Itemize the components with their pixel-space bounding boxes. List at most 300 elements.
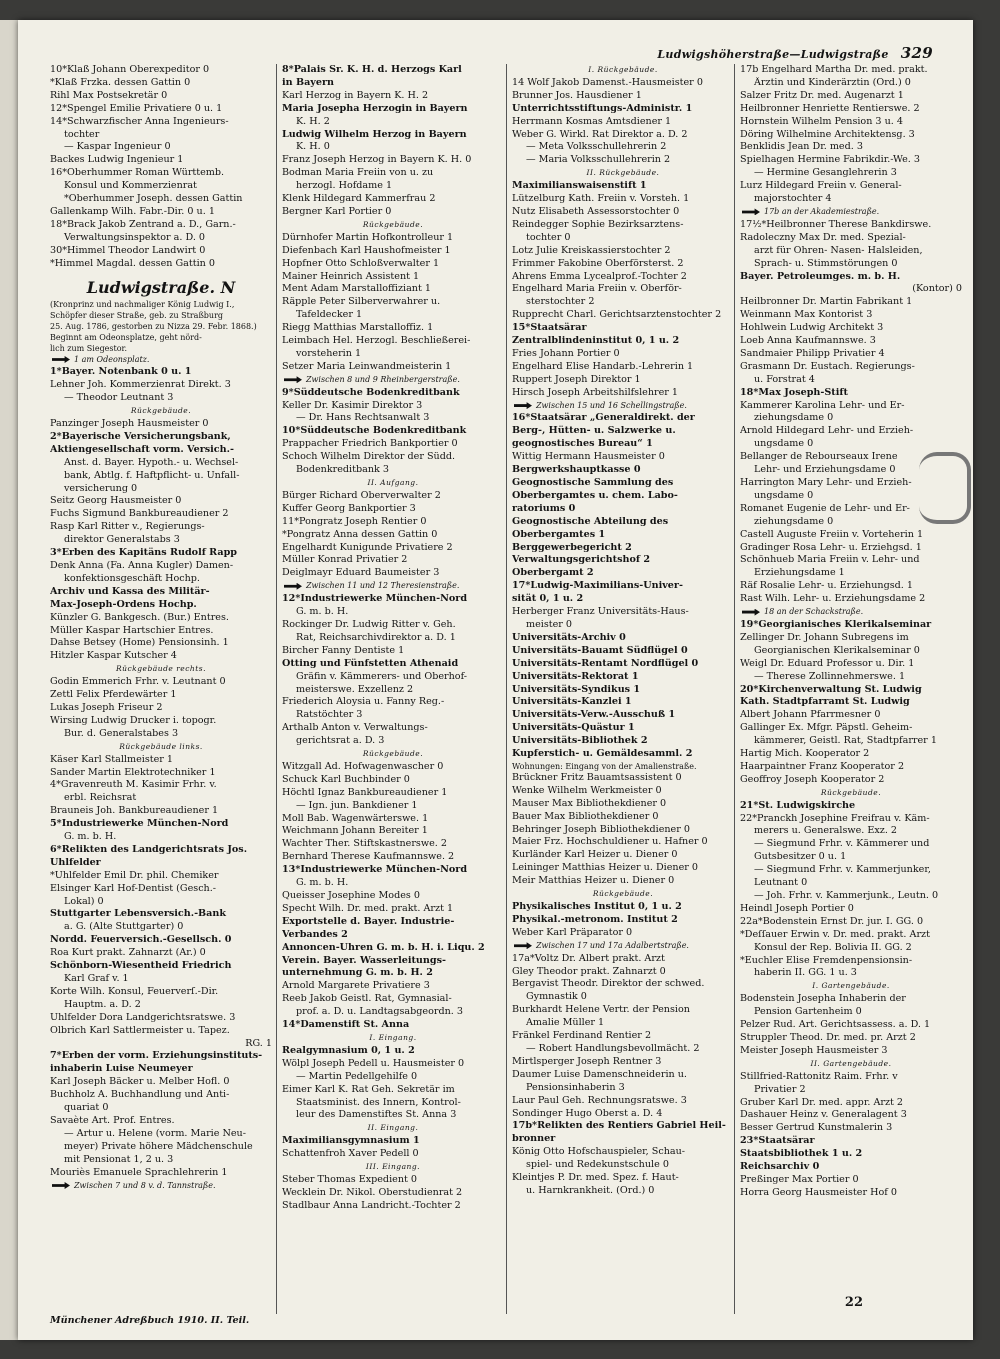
directory-entry: Lokal) 0 xyxy=(64,895,104,907)
directory-entry: Geognostische Sammlung des xyxy=(512,477,674,488)
directory-entry: 13*Industriewerke München-Nord xyxy=(282,864,468,876)
cross-street-note: 17b an der Akademiestraße. xyxy=(740,206,962,219)
directory-entry: Meir Matthias Heizer u. Diener 0 xyxy=(512,875,675,887)
directory-entry: Frimmer Fakobine Oberförsterst. 2 xyxy=(512,257,684,269)
directory-entry: Physikalisches Institut 0, 1 u. 2 xyxy=(512,901,682,912)
directory-entry: Tafeldecker 1 xyxy=(296,309,363,321)
directory-entry: Bellanger de Rebourseaux Irene xyxy=(740,451,898,463)
directory-entry: 17*Ludwig-Maximilians-Univer- xyxy=(512,580,683,592)
column-rule-2 xyxy=(506,64,507,1314)
directory-entry: Geoffroy Joseph Kooperator 2 xyxy=(740,773,885,785)
directory-entry: *Euchler Elise Fremdenpensionsin- xyxy=(740,954,913,966)
directory-entry: herzogl. Hofdame 1 xyxy=(296,180,393,192)
cross-street-note: Zwischen 11 und 12 Theresienstraße. xyxy=(282,580,504,593)
directory-entry: Ratstöchter 3 xyxy=(296,709,363,721)
directory-entry: *Uhlfelder Emil Dr. phil. Chemiker xyxy=(50,869,219,881)
directory-entry: G. m. b. H. xyxy=(64,831,117,843)
directory-entry: 14*Damenstift St. Anna xyxy=(282,1019,410,1031)
section-subheading: I. Gartengebäude. xyxy=(812,981,890,991)
directory-entry: Savaète Art. Prof. Entres. xyxy=(50,1114,175,1126)
directory-entry: Besser Gertrud Kunstmalerin 3 xyxy=(740,1122,893,1134)
directory-entry: spiel- und Redekunstschule 0 xyxy=(526,1159,669,1171)
directory-entry: Müller Konrad Privatier 2 xyxy=(282,554,408,566)
directory-entry: Bergner Karl Portier 0 xyxy=(282,205,392,217)
directory-entry: — Siegmund Frhr. v. Kammerjunker, xyxy=(754,864,931,876)
directory-entry: Castell Auguste Freiin v. Vorteherin 1 xyxy=(740,528,924,540)
directory-entry: (Kronprinz und nachmaliger König Ludwig I., xyxy=(50,299,235,309)
directory-entry: Rat, Reichsarchivdirektor a. D. 1 xyxy=(296,631,456,643)
directory-entry: Meister Joseph Hausmeister 3 xyxy=(740,1044,888,1056)
directory-entry: Maier Frz. Hochschuldiener u. Hafner 0 xyxy=(512,836,708,848)
directory-entry: Rockinger Dr. Ludwig Ritter v. Geh. xyxy=(282,618,456,630)
directory-entry: — Therese Zollinnehmerswe. 1 xyxy=(754,670,906,682)
directory-entry: Gley Theodor prakt. Zahnarzt 0 xyxy=(512,965,666,977)
directory-entry: Max-Joseph-Ordens Hochp. xyxy=(50,598,197,610)
directory-entry: Reindegger Sophie Bezirksarztens- xyxy=(512,218,684,230)
section-subheading: II. Aufgang. xyxy=(367,478,419,487)
directory-entry: Reeb Jakob Geistl. Rat, Gymnasial- xyxy=(282,993,452,1005)
directory-entry: Struppler Theod. Dr. med. pr. Arzt 2 xyxy=(740,1031,916,1043)
directory-entry: Riegg Matthias Marstalloffiz. 1 xyxy=(282,322,434,334)
left-page-edge xyxy=(0,20,18,1340)
directory-entry: Lukas Joseph Friseur 2 xyxy=(50,701,163,713)
directory-entry: Roa Kurt prakt. Zahnarzt (Ar.) 0 xyxy=(50,947,206,959)
directory-entry: in Bayern xyxy=(282,76,334,88)
running-head-text: Ludwigshöherstraße—Ludwigstraße xyxy=(657,48,889,61)
street-heading: Ludwigstraße. N xyxy=(86,277,236,297)
directory-entry: Klenk Hildegard Kammerfrau 2 xyxy=(282,193,436,205)
directory-entry: tochter xyxy=(64,128,100,140)
directory-entry: Gräfin v. Kämmerers- und Oberhof- xyxy=(296,670,468,682)
directory-entry: Herrmann Kosmas Amtsdiener 1 xyxy=(512,115,672,127)
directory-entry: RG. 1 xyxy=(245,1037,272,1049)
directory-entry: Hohlwein Ludwig Architekt 3 xyxy=(740,322,884,334)
directory-entry: Salzer Fritz Dr. med. Augenarzt 1 xyxy=(740,89,904,101)
directory-entry: Beginnt am Odeonsplatze, geht nörd- xyxy=(50,332,202,342)
directory-entry: Ment Adam Marstalloffiziant 1 xyxy=(282,283,431,295)
section-subheading: Rückgebäude. xyxy=(820,787,882,797)
directory-entry: Bayer. Petroleumges. m. b. H. xyxy=(740,270,901,282)
directory-entry: Oberbergamt 2 xyxy=(512,567,594,579)
directory-entry: haberin II. GG. 1 u. 3 xyxy=(754,967,857,979)
directory-entry: Fuchs Sigmund Bankbureaudiener 2 xyxy=(50,508,229,520)
directory-entry: Engelhard Maria Freiin v. Oberför- xyxy=(512,283,682,295)
directory-entry: bank, Abtlg. f. Haftpflicht- u. Unfall- xyxy=(64,469,240,481)
directory-entry: Unterrichtsstiftungs-Administr. 1 xyxy=(512,102,693,114)
directory-entry: konfektionsgeschäft Hochp. xyxy=(64,572,200,584)
directory-entry: Weber Karl Präparator 0 xyxy=(512,926,633,938)
directory-entry: Franz Joseph Herzog in Bayern K. H. 0 xyxy=(282,154,472,166)
directory-entry: versicherung 0 xyxy=(64,482,138,494)
directory-entry: Lützelburg Kath. Freiin v. Vorsteh. 1 xyxy=(512,193,690,205)
directory-entry: Ärztin und Kinderärztin (Ord.) 0 xyxy=(754,76,911,88)
cross-street-note: 1 am Odeonsplatz. xyxy=(50,354,272,367)
directory-entry: Oberbergamtes u. chem. Labo- xyxy=(512,489,678,501)
directory-entry: Sondinger Hugo Oberst a. D. 4 xyxy=(512,1107,663,1119)
directory-entry: Konsul und Kommerzienrat xyxy=(64,180,197,192)
directory-entry: Karl Joseph Bäcker u. Melber Hofl. 0 xyxy=(50,1076,230,1088)
directory-entry: Kupferstich- u. Gemäldesamml. 2 xyxy=(512,748,693,760)
directory-entry: Schönhueb Maria Freiin v. Lehr- und xyxy=(740,554,920,566)
column-rule-3 xyxy=(734,64,735,1314)
directory-entry: Käser Karl Stallmeister 1 xyxy=(50,753,174,765)
directory-entry: Sandmaier Philipp Privatier 4 xyxy=(740,347,885,359)
directory-entry: Berggewerbegericht 2 xyxy=(512,541,632,553)
directory-entry: Gruber Karl Dr. med. appr. Arzt 2 xyxy=(740,1096,904,1108)
directory-entry: Wohnungen: Eingang von der Amalienstraße. xyxy=(512,761,697,771)
directory-entry: Pensionsinhaberin 3 xyxy=(526,1081,625,1093)
directory-entry: 3*Erben des Kapitäns Rudolf Rapp xyxy=(50,547,238,559)
directory-entry: Annoncen-Uhren G. m. b. H. i. Liqu. 2 xyxy=(282,941,485,953)
directory-entry: — Meta Volksschullehrerin 2 xyxy=(526,141,667,153)
directory-entry: 25. Aug. 1786, gestorben zu Nizza 29. Febr. 1868.) xyxy=(50,321,257,331)
directory-entry: Brauneis Joh. Bankbureaudiener 1 xyxy=(50,805,219,817)
directory-entry: ratoriums 0 xyxy=(512,502,576,514)
directory-entry: 5*Industriewerke München-Nord xyxy=(50,818,229,830)
directory-entry: Brunner Jos. Hausdiener 1 xyxy=(512,89,642,101)
directory-entry: 22*Pranckh Josephine Freifrau v. Käm- xyxy=(740,812,930,824)
directory-entry: inhaberin Luise Neumeyer xyxy=(50,1063,193,1075)
directory-entry: Friederich Aloysia u. Fanny Reg.- xyxy=(282,696,445,708)
section-subheading: Rückgebäude rechts. xyxy=(116,664,206,674)
directory-entry: König Otto Hofschauspieler, Schau- xyxy=(512,1146,686,1158)
directory-entry: Nutz Elisabeth Assessorstochter 0 xyxy=(512,205,680,217)
pointing-hand-icon xyxy=(52,356,70,363)
directory-entry: 4*Gravenreuth M. Kasimir Frhr. v. xyxy=(50,779,217,791)
directory-entry: Burkhardt Helene Vertr. der Pension xyxy=(512,1004,690,1016)
directory-entry: Gallinger Ex. Mfgr. Päpstl. Geheim- xyxy=(740,722,913,734)
directory-entry: Mouriès Emanuele Sprachlehrerin 1 xyxy=(50,1166,228,1178)
directory-entry: meyer) Private höhere Mädchenschule xyxy=(64,1140,253,1152)
directory-entry: Uhlfelder Dora Landgerichtsratswe. 3 xyxy=(50,1011,236,1023)
directory-entry: Konsul der Rep. Bolivia II. GG. 2 xyxy=(754,941,912,953)
section-subheading: Rückgebäude links. xyxy=(119,741,203,751)
directory-entry: Universitäts-Syndikus 1 xyxy=(512,683,641,695)
directory-entry: — Dr. Hans Rechtsanwalt 3 xyxy=(296,412,430,424)
directory-entry: Maximiliansgymnasium 1 xyxy=(282,1135,420,1147)
section-subheading: I. Eingang. xyxy=(369,1032,417,1042)
directory-entry: Specht Wilh. Dr. med. prakt. Arzt 1 xyxy=(282,902,454,914)
directory-entry: Rihl Max Postsekretär 0 xyxy=(50,89,168,101)
directory-entry: K. H. 2 xyxy=(296,115,330,127)
directory-entry: Verbandes 2 xyxy=(282,928,348,940)
section-subheading: I. Rückgebäude. xyxy=(588,65,658,74)
directory-entry: 11*Pongratz Joseph Rentier 0 xyxy=(282,515,427,527)
directory-entry: Kleintjes P. Dr. med. Spez. f. Haut- xyxy=(512,1172,679,1184)
directory-entry: majorstochter 4 xyxy=(754,193,832,205)
directory-entry: Zentralblindeninstitut 0, 1 u. 2 xyxy=(512,335,680,347)
directory-entry: Gymnastik 0 xyxy=(526,991,587,1003)
directory-entry: Grasmann Dr. Eustach. Regierungs- xyxy=(740,360,915,372)
column-rule-1 xyxy=(276,64,277,1314)
directory-entry: Radoleczny Max Dr. med. Spezial- xyxy=(740,231,906,243)
directory-entry: Hornstein Wilhelm Pension 3 u. 4 xyxy=(740,115,903,127)
directory-entry: *Pongratz Anna dessen Gattin 0 xyxy=(282,528,438,540)
pointing-hand-icon xyxy=(742,609,760,616)
cross-street-note: Zwischen 8 und 9 Rheinbergerstraße. xyxy=(282,374,504,387)
directory-entry: Ludwig Wilhelm Herzog in Bayern xyxy=(282,128,467,140)
directory-entry: Erziehungsdame 1 xyxy=(754,567,845,579)
directory-entry: tochter 0 xyxy=(526,231,571,243)
directory-entry: Universitäts-Bibliothek 2 xyxy=(512,735,648,747)
directory-entry: Schoch Wilhelm Direktor der Südd. xyxy=(282,451,456,463)
directory-entry: Dürnhofer Martin Hofkontrolleur 1 xyxy=(282,231,454,243)
directory-entry: ziehungsdame 0 xyxy=(754,412,834,424)
directory-entry: Godin Emmerich Frhr. v. Leutnant 0 xyxy=(50,676,226,688)
page-number: 329 xyxy=(900,44,933,62)
directory-entry: 2*Bayerische Versicherungsbank, xyxy=(50,430,231,442)
directory-entry: Denk Anna (Fa. Anna Kugler) Damen- xyxy=(50,560,234,571)
cross-street-note: Zwischen 15 und 16 Schellingstraße. xyxy=(512,400,734,413)
cross-street-note: 18 an der Schackstraße. xyxy=(740,606,962,619)
column-4 xyxy=(740,64,962,1200)
directory-entry: Berg-, Hütten- u. Salzwerke u. xyxy=(512,425,676,437)
directory-entry: Moll Bab. Wagenwärterswe. 1 xyxy=(282,812,429,824)
directory-entry: Heindl Joseph Portier 0 xyxy=(740,902,854,914)
directory-entry: Lurz Hildegard Freiin v. General- xyxy=(740,180,902,192)
directory-entry: Hartig Mich. Kooperator 2 xyxy=(740,748,870,760)
directory-entry: a. G. (Alte Stuttgarter) 0 xyxy=(64,921,184,933)
directory-entry: Anst. d. Bayer. Hypoth.- u. Wechsel- xyxy=(64,456,239,468)
pointing-hand-icon xyxy=(284,583,302,590)
section-subheading: III. Eingang. xyxy=(365,1162,421,1172)
directory-entry: direktor Generalstabs 3 xyxy=(64,534,180,546)
directory-entry: 15*Staatsärar xyxy=(512,322,587,334)
directory-entry: Pension Gartenheim 0 xyxy=(754,1006,862,1018)
directory-entry: Backes Ludwig Ingenieur 1 xyxy=(50,154,184,166)
directory-entry: Leininger Matthias Heizer u. Diener 0 xyxy=(512,862,698,874)
directory-entry: mit Pensionat 1, 2 u. 3 xyxy=(64,1153,174,1165)
directory-entry: Gallenkamp Wilh. Fabr.-Dir. 0 u. 1 xyxy=(50,205,215,217)
directory-entry: Albert Johann Pfarrmesner 0 xyxy=(740,709,881,721)
directory-entry: Diefenbach Karl Haushofmeister 1 xyxy=(282,244,451,256)
directory-entry: Geognostische Abteilung des xyxy=(512,515,669,527)
directory-entry: Zettl Felix Pferdewärter 1 xyxy=(50,689,177,701)
directory-entry: Aktiengesellschaft vorm. Versich.- xyxy=(50,443,234,455)
directory-entry: Preßinger Max Portier 0 xyxy=(740,1173,859,1185)
directory-entry: Buchholz A. Buchhandlung und Anti- xyxy=(50,1089,230,1101)
directory-entry: 17b Engelhard Martha Dr. med. prakt. xyxy=(740,64,928,75)
directory-entry: Stillfried-Rattonitz Raim. Frhr. v xyxy=(740,1070,898,1082)
directory-entry: 9*Süddeutsche Bodenkreditbank xyxy=(282,386,460,398)
directory-entry: Stuttgarter Lebensversich.-Bank xyxy=(50,908,227,920)
directory-entry: Weber G. Wirkl. Rat Direktor a. D. 2 xyxy=(512,128,688,140)
directory-entry: Engelhard Elise Handarb.-Lehrerin 1 xyxy=(512,360,694,372)
directory-entry: Realgymnasium 0, 1 u. 2 xyxy=(282,1044,415,1056)
directory-entry: 16*Staatsärar „Generaldirekt. der xyxy=(512,412,695,424)
directory-entry: Fries Johann Portier 0 xyxy=(512,347,620,359)
column-3 xyxy=(512,64,734,1198)
section-subheading: II. Rückgebäude. xyxy=(586,168,660,178)
directory-entry: Bodman Maria Freiin von u. zu xyxy=(282,167,434,179)
directory-entry: ziehungsdame 0 xyxy=(754,515,834,527)
directory-entry: erbl. Reichsrat xyxy=(64,792,137,804)
directory-entry: Universitäts-Archiv 0 xyxy=(512,631,626,643)
directory-entry: Universitäts-Rentamt Nordflügel 0 xyxy=(512,657,699,669)
directory-entry: Privatier 2 xyxy=(754,1083,806,1095)
directory-entry: Bodenstein Josepha Inhaberin der xyxy=(740,993,906,1005)
directory-entry: Höchtl Ignaz Bankbureaudiener 1 xyxy=(282,786,448,798)
directory-entry: Mauser Max Bibliothekdiener 0 xyxy=(512,797,667,809)
directory-entry: Romanet Eugenie de Lehr- und Er- xyxy=(740,502,910,514)
directory-entry: Kath. Stadtpfarramt St. Ludwig xyxy=(740,696,910,708)
directory-entry: Daumer Luise Damenschneiderin u. xyxy=(512,1068,687,1080)
directory-entry: gerichtsrat a. D. 3 xyxy=(296,735,385,747)
directory-entry: 1*Bayer. Notenbank 0 u. 1 xyxy=(50,366,192,378)
directory-entry: Steber Thomas Expedient 0 xyxy=(282,1173,418,1185)
directory-entry: quariat 0 xyxy=(64,1102,109,1114)
directory-entry: Hirsch Joseph Arbeitshilfslehrer 1 xyxy=(512,386,679,398)
directory-entry: Künzler G. Bankgesch. (Bur.) Entres. xyxy=(50,611,229,623)
directory-entry: 10*Süddeutsche Bodenkreditbank xyxy=(282,425,467,437)
directory-entry: Rasp Karl Ritter v., Regierungs- xyxy=(50,521,205,533)
directory-entry: Karl Graf v. 1 xyxy=(64,973,129,984)
directory-entry: Döring Wilhelmine Architektensg. 3 xyxy=(740,128,915,140)
directory-entry: Lotz Julie Kreiskassierstochter 2 xyxy=(512,244,671,256)
running-head xyxy=(657,44,933,62)
directory-entry: Wirsing Ludwig Drucker i. topogr. xyxy=(50,714,217,726)
cross-street-note: Zwischen 17 und 17a Adalbertstraße. xyxy=(512,940,734,953)
directory-entry: Oberbergamtes 1 xyxy=(512,528,606,540)
directory-entry: *Oberhummer Joseph. dessen Gattin xyxy=(64,193,243,205)
directory-entry: ungsdame 0 xyxy=(754,489,814,501)
directory-entry: meister 0 xyxy=(526,618,573,630)
directory-entry: Weigl Dr. Eduard Professor u. Dir. 1 xyxy=(740,657,915,669)
directory-entry: — Ign. jun. Bankdiener 1 xyxy=(296,799,418,811)
directory-entry: Lehner Joh. Kommerzienrat Direkt. 3 xyxy=(50,379,231,391)
directory-entry: Queisser Josephine Modes 0 xyxy=(282,890,420,901)
directory-entry: Fränkel Ferdinand Rentier 2 xyxy=(512,1030,652,1042)
directory-entry: — Theodor Leutnant 3 xyxy=(64,392,174,404)
directory-entry: Spielhagen Hermine Fabrikdir.-We. 3 xyxy=(740,154,920,166)
directory-entry: vorsteherin 1 xyxy=(296,347,362,359)
directory-entry: Räf Rosalie Lehr- u. Erziehungsd. 1 xyxy=(740,580,913,592)
directory-entry: Karl Herzog in Bayern K. H. 2 xyxy=(282,89,429,101)
directory-entry: Kuffer Georg Bankportier 3 xyxy=(282,502,416,514)
directory-entry: Elsinger Karl Hof-Dentist (Gesch.- xyxy=(50,882,217,894)
directory-entry: Prappacher Friedrich Bankportier 0 xyxy=(282,438,458,450)
directory-entry: — Joh. Frhr. v. Kammerjunk., Leutn. 0 xyxy=(754,890,939,901)
directory-entry: sität 0, 1 u. 2 xyxy=(512,593,584,605)
directory-entry: Witzgall Ad. Hofwagenwascher 0 xyxy=(282,760,444,772)
section-subheading: Rückgebäude. xyxy=(362,219,424,229)
directory-entry: — Kaspar Ingenieur 0 xyxy=(64,141,171,153)
directory-entry: Behringer Joseph Bibliothekdiener 0 xyxy=(512,823,690,835)
directory-entry: K. H. 0 xyxy=(296,141,330,153)
directory-entry: Räpple Peter Silberverwahrer u. xyxy=(282,296,441,308)
section-subheading: Rückgebäude. xyxy=(130,406,192,416)
pointing-hand-icon xyxy=(514,942,532,949)
directory-entry: Schönborn-Wiesentheid Friedrich xyxy=(50,960,232,972)
directory-entry: Arnold Margarete Privatiere 3 xyxy=(282,980,430,992)
directory-entry: Wölpl Joseph Pedell u. Hausmeister 0 xyxy=(282,1057,465,1069)
directory-entry: meisterswe. Exzellenz 2 xyxy=(296,683,414,695)
directory-entry: Maria Josepha Herzogin in Bayern xyxy=(282,102,468,114)
directory-entry: Wecklein Dr. Nikol. Oberstudienrat 2 xyxy=(282,1186,463,1198)
directory-entry: Müller Kaspar Hartschier Entres. xyxy=(50,624,214,636)
directory-entry: Hitzler Kaspar Kutscher 4 xyxy=(50,650,177,662)
directory-entry: Verein. Bayer. Wasserleitungs- xyxy=(282,954,446,966)
directory-entry: lich zum Siegestor. xyxy=(50,343,128,353)
pointing-hand-icon xyxy=(284,376,302,383)
directory-entry: 12*Industriewerke München-Nord xyxy=(282,593,468,605)
directory-entry: Brückner Fritz Bauamtsassistent 0 xyxy=(512,771,682,783)
directory-entry: Ruppert Joseph Direktor 1 xyxy=(512,373,641,385)
directory-entry: u. Forstrat 4 xyxy=(754,373,815,385)
directory-entry: 6*Relikten des Landgerichtsrats Jos. xyxy=(50,843,248,855)
directory-entry: Wenke Wilhelm Werkmeister 0 xyxy=(512,784,662,796)
directory-entry: 12*Spengel Emilie Privatiere 0 u. 1 xyxy=(50,102,223,114)
directory-entry: Wittig Hermann Hausmeister 0 xyxy=(512,451,665,463)
directory-entry: Maximilianswaisenstift 1 xyxy=(512,180,647,192)
directory-entry: Weinmann Max Kontorist 3 xyxy=(740,309,873,321)
directory-entry: Laur Paul Geh. Rechnungsratswe. 3 xyxy=(512,1094,687,1106)
directory-entry: 14 Wolf Jakob Damenst.-Hausmeister 0 xyxy=(512,76,703,88)
directory-entry: Setzer Maria Leinwandmeisterin 1 xyxy=(282,360,452,372)
directory-entry: Kurländer Karl Heizer u. Diener 0 xyxy=(512,849,678,861)
directory-entry: Verwaltungsinspektor a. D. 0 xyxy=(64,231,206,243)
directory-entry: Rast Wilh. Lehr- u. Erziehungsdame 2 xyxy=(740,593,926,605)
directory-entry: G. m. b. H. xyxy=(296,606,349,618)
directory-entry: Korte Wilh. Konsul, Feuerverſ.-Dir. xyxy=(50,985,219,997)
directory-entry: Staatsbibliothek 1 u. 2 xyxy=(740,1148,863,1160)
directory-entry: arzt für Ohren- Nasen- Halsleiden, xyxy=(754,244,923,256)
directory-entry: (Kontor) 0 xyxy=(912,283,962,295)
directory-entry: Arthalb Anton v. Verwaltungs- xyxy=(282,722,428,734)
directory-entry: Mainer Heinrich Assistent 1 xyxy=(282,270,420,282)
directory-entry: Leimbach Hel. Herzogl. Beschließerei- xyxy=(282,335,471,347)
directory-entry: Bergwerkshauptkasse 0 xyxy=(512,464,641,476)
directory-entry: Bergavist Theodr. Direktor der schwed. xyxy=(512,978,705,990)
directory-entry: Sander Martin Elektrotechniker 1 xyxy=(50,766,216,778)
directory-entry: 18*Brack Jakob Zentrand a. D., Garn.- xyxy=(50,218,236,230)
directory-entry: geognostisches Bureau“ 1 xyxy=(512,438,653,450)
directory-entry: Harrington Mary Lehr- und Erzieh- xyxy=(740,477,912,488)
directory-entry: 17½*Heilbronner Therese Bankdirswe. xyxy=(740,218,932,230)
directory-entry: ungsdame 0 xyxy=(754,438,814,450)
directory-entry: G. m. b. H. xyxy=(296,877,349,889)
directory-entry: Mirtlsperger Joseph Rentner 3 xyxy=(512,1055,662,1067)
directory-entry: Olbrich Karl Sattlermeister u. Tapez. xyxy=(50,1024,230,1036)
directory-entry: Heilbronner Henriette Rentierswe. 2 xyxy=(740,102,920,114)
binder-clip xyxy=(919,452,971,524)
directory-entry: 20*Kirchenverwaltung St. Ludwig xyxy=(740,683,922,695)
directory-entry: Schöpfer dieser Straße, geb. zu Straßburg xyxy=(50,310,224,320)
directory-entry: — Siegmund Frhr. v. Kämmerer und xyxy=(754,838,930,850)
directory-entry: Hopfner Otto Schloßverwalter 1 xyxy=(282,257,440,269)
directory-entry: Verwaltungsgerichtshof 2 xyxy=(512,554,651,566)
directory-entry: kämmerer, Geistl. Rat, Stadtpfarrer 1 xyxy=(754,735,937,747)
directory-entry: 23*Staatsärar xyxy=(740,1135,815,1147)
directory-entry: 7*Erben der vorm. Erziehungsinstituts- xyxy=(50,1050,263,1062)
section-subheading: Rückgebäude. xyxy=(592,889,654,899)
directory-entry: merers u. Generalswe. Exz. 2 xyxy=(754,825,898,837)
directory-entry: Seitz Georg Hausmeister 0 xyxy=(50,495,182,507)
directory-entry: 21*St. Ludwigskirche xyxy=(740,799,856,811)
directory-entry: Engelhardt Kunigunde Privatiere 2 xyxy=(282,541,453,553)
directory-entry: 19*Georgianisches Klerikalseminar xyxy=(740,618,932,630)
directory-entry: Uhlfelder xyxy=(50,856,101,868)
directory-entry: Deiglmayr Eduard Baumeister 3 xyxy=(282,567,440,579)
directory-entry: Bur. d. Generalstabes 3 xyxy=(64,727,179,739)
directory-entry: Exportstelle d. Bayer. Industrie- xyxy=(282,915,455,927)
directory-entry: Georgianischen Klerikalseminar 0 xyxy=(754,644,920,656)
directory-entry: 17a*Voltz Dr. Albert prakt. Arzt xyxy=(512,952,665,964)
directory-entry: — Maria Volksschullehrerin 2 xyxy=(526,154,671,166)
pointing-hand-icon xyxy=(514,402,532,409)
directory-entry: sterstochter 2 xyxy=(526,296,595,308)
footer-imprint: Münchener Adreßbuch 1910. II. Teil. xyxy=(50,1315,250,1326)
